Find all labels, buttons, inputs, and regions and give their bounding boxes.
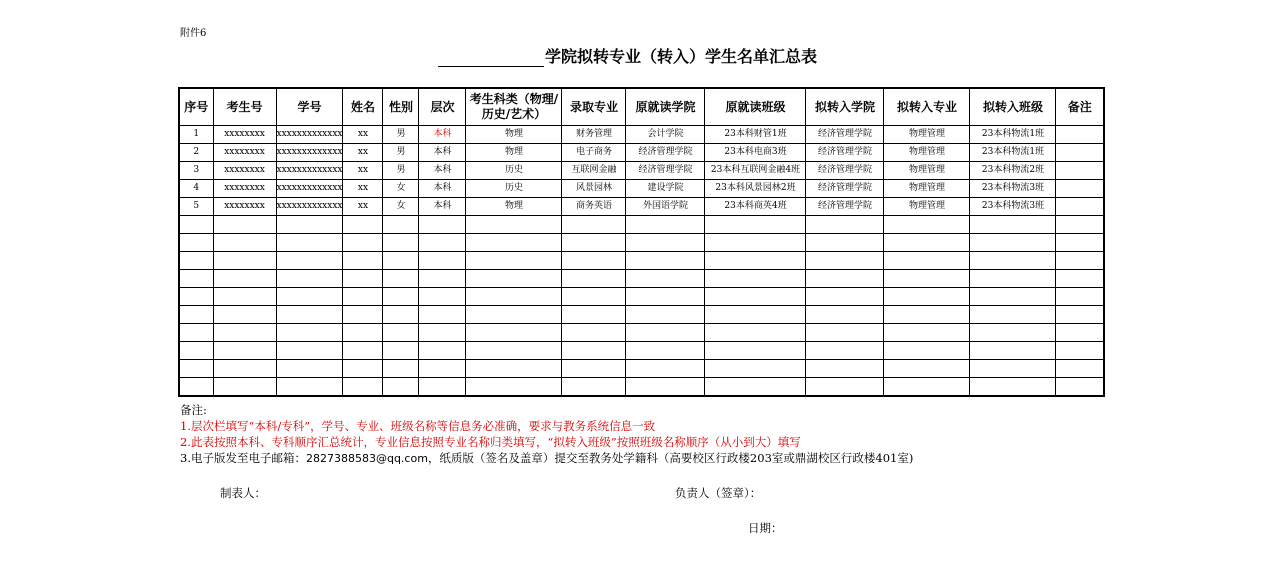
empty-cell [276, 288, 343, 306]
empty-cell [705, 342, 806, 360]
table-row [179, 144, 1104, 162]
table-cell: 1 [179, 126, 213, 144]
table-cell: 历史 [466, 162, 562, 180]
date-field: 日期： [748, 521, 783, 535]
empty-cell [343, 378, 383, 397]
empty-cell [383, 360, 419, 378]
table-cell: 23本科物流1班 [970, 144, 1056, 162]
empty-cell [343, 306, 383, 324]
college-blank [438, 50, 544, 67]
table-cell: 23本科物流1班 [970, 126, 1056, 144]
empty-cell [179, 360, 213, 378]
empty-cell [562, 234, 626, 252]
empty-cell [383, 324, 419, 342]
table-cell [1056, 180, 1104, 198]
header-cell: 备注 [1056, 88, 1104, 126]
table-cell: 物理 [466, 198, 562, 216]
empty-cell [1056, 216, 1104, 234]
empty-cell [562, 270, 626, 288]
empty-cell [970, 216, 1056, 234]
empty-cell [806, 360, 884, 378]
empty-cell [705, 252, 806, 270]
empty-cell [343, 360, 383, 378]
table-cell: 物理管理 [884, 162, 970, 180]
table-cell [1056, 198, 1104, 216]
empty-cell [626, 216, 705, 234]
table-row [179, 180, 1104, 198]
table-cell: 2 [179, 144, 213, 162]
empty-cell [705, 306, 806, 324]
table-cell: xx [343, 126, 383, 144]
header-cell: 拟转入班级 [970, 88, 1056, 126]
empty-cell [213, 342, 276, 360]
table-cell: 风景园林 [562, 180, 626, 198]
empty-cell [179, 234, 213, 252]
empty-cell [179, 306, 213, 324]
empty-row [179, 270, 1104, 288]
note-3-prefix: 3.电子版发至电子邮箱： [180, 451, 306, 465]
table-cell: 5 [179, 198, 213, 216]
table-cell: 本科 [419, 198, 466, 216]
table-cell: 经济管理学院 [806, 126, 884, 144]
empty-cell [562, 288, 626, 306]
empty-cell [1056, 306, 1104, 324]
empty-row [179, 252, 1104, 270]
empty-cell [383, 378, 419, 397]
table-cell [1056, 144, 1104, 162]
empty-cell [806, 342, 884, 360]
empty-cell [884, 216, 970, 234]
empty-cell [213, 324, 276, 342]
table-cell: 商务英语 [562, 198, 626, 216]
empty-row [179, 324, 1104, 342]
header-cell: 考生科类（物理/历史/艺术） [466, 88, 562, 126]
empty-cell [343, 216, 383, 234]
header-cell: 考生号 [213, 88, 276, 126]
table-cell: 男 [383, 162, 419, 180]
attachment-label: 附件6 [180, 28, 207, 39]
empty-cell [562, 306, 626, 324]
empty-cell [806, 324, 884, 342]
empty-cell [562, 324, 626, 342]
empty-cell [970, 270, 1056, 288]
empty-cell [419, 216, 466, 234]
table-cell: 经济管理学院 [806, 162, 884, 180]
empty-cell [276, 324, 343, 342]
empty-cell [179, 270, 213, 288]
empty-cell [626, 360, 705, 378]
table-cell: 物理 [466, 126, 562, 144]
email-address: 2827388583@qq.com [305, 452, 428, 465]
empty-cell [343, 288, 383, 306]
table-cell: 23本科风景园林2班 [705, 180, 806, 198]
table-cell: 23本科物流3班 [970, 180, 1056, 198]
table-row [179, 198, 1104, 216]
empty-cell [626, 234, 705, 252]
empty-cell [343, 252, 383, 270]
header-cell: 录取专业 [562, 88, 626, 126]
empty-cell [705, 234, 806, 252]
table-cell: xx [343, 198, 383, 216]
empty-cell [1056, 270, 1104, 288]
table-cell: 23本科物流2班 [970, 162, 1056, 180]
empty-cell [626, 378, 705, 397]
empty-cell [705, 360, 806, 378]
empty-cell [179, 342, 213, 360]
table-cell: 男 [383, 144, 419, 162]
empty-cell [419, 234, 466, 252]
empty-cell [179, 324, 213, 342]
empty-cell [419, 270, 466, 288]
empty-cell [419, 288, 466, 306]
empty-cell [626, 270, 705, 288]
table-cell: 本科 [419, 126, 466, 144]
table-cell: xx [343, 144, 383, 162]
empty-cell [1056, 288, 1104, 306]
empty-cell [970, 252, 1056, 270]
empty-cell [884, 360, 970, 378]
empty-cell [213, 216, 276, 234]
empty-cell [466, 288, 562, 306]
notes-label: 备注: [180, 403, 207, 417]
table-row [179, 126, 1104, 144]
empty-cell [419, 306, 466, 324]
empty-cell [806, 216, 884, 234]
empty-cell [383, 306, 419, 324]
table-cell: xxxxxxxxxxxxx [276, 180, 343, 198]
empty-cell [970, 234, 1056, 252]
table-cell: 互联网金融 [562, 162, 626, 180]
empty-cell [179, 216, 213, 234]
empty-cell [884, 342, 970, 360]
empty-cell [179, 252, 213, 270]
empty-cell [1056, 378, 1104, 397]
note-3-suffix: ，纸质版（签名及盖章）提交至教务处学籍科（高要校区行政楼203室或鼎湖校区行政楼401室) [427, 451, 914, 465]
empty-cell [970, 306, 1056, 324]
table-cell: xx [343, 180, 383, 198]
empty-cell [562, 216, 626, 234]
table-cell: 经济管理学院 [626, 162, 705, 180]
empty-cell [419, 342, 466, 360]
empty-cell [806, 306, 884, 324]
empty-cell [419, 324, 466, 342]
header-cell: 原就读学院 [626, 88, 705, 126]
empty-cell [383, 216, 419, 234]
empty-cell [806, 234, 884, 252]
empty-cell [383, 270, 419, 288]
table-cell: 物理管理 [884, 198, 970, 216]
table-cell: 23本科商英4班 [705, 198, 806, 216]
table-cell: 经济管理学院 [806, 198, 884, 216]
maker-signature: 制表人： [220, 486, 266, 500]
empty-row [179, 216, 1104, 234]
empty-cell [213, 378, 276, 397]
empty-row [179, 378, 1104, 397]
empty-cell [626, 252, 705, 270]
empty-cell [466, 378, 562, 397]
empty-cell [626, 306, 705, 324]
empty-cell [466, 360, 562, 378]
empty-row [179, 306, 1104, 324]
empty-cell [705, 288, 806, 306]
empty-cell [705, 216, 806, 234]
empty-cell [419, 360, 466, 378]
table-cell: 会计学院 [626, 126, 705, 144]
empty-cell [179, 378, 213, 397]
table-cell: 女 [383, 198, 419, 216]
empty-cell [884, 234, 970, 252]
empty-cell [466, 216, 562, 234]
empty-cell [705, 324, 806, 342]
empty-cell [466, 324, 562, 342]
empty-cell [970, 342, 1056, 360]
note-line-3 [180, 450, 913, 467]
empty-cell [276, 252, 343, 270]
empty-cell [419, 378, 466, 397]
table-cell [1056, 126, 1104, 144]
empty-cell [1056, 360, 1104, 378]
empty-cell [213, 234, 276, 252]
empty-cell [562, 252, 626, 270]
empty-cell [562, 378, 626, 397]
empty-cell [276, 378, 343, 397]
table-cell: 建设学院 [626, 180, 705, 198]
empty-cell [213, 360, 276, 378]
header-row [179, 88, 1104, 126]
table-cell: xxxxxxxx [213, 126, 276, 144]
table-cell: xxxxxxxx [213, 198, 276, 216]
empty-cell [419, 252, 466, 270]
table-cell: 23本科物流3班 [970, 198, 1056, 216]
table-cell: 23本科互联网金融4班 [705, 162, 806, 180]
table-cell: 历史 [466, 180, 562, 198]
table-cell: xxxxxxxxxxxxx [276, 162, 343, 180]
empty-cell [276, 306, 343, 324]
empty-cell [179, 288, 213, 306]
empty-cell [276, 270, 343, 288]
table-cell: 本科 [419, 162, 466, 180]
header-cell: 姓名 [343, 88, 383, 126]
table-cell: xxxxxxxx [213, 162, 276, 180]
empty-cell [562, 342, 626, 360]
empty-cell [970, 360, 1056, 378]
empty-row [179, 360, 1104, 378]
table-cell: 男 [383, 126, 419, 144]
empty-cell [383, 288, 419, 306]
table-cell: 经济管理学院 [626, 144, 705, 162]
table-cell: 外国语学院 [626, 198, 705, 216]
head-signature: 负责人（签章）： [675, 486, 762, 500]
empty-cell [343, 324, 383, 342]
table-cell: xxxxxxxxxxxxx [276, 126, 343, 144]
empty-cell [1056, 252, 1104, 270]
header-cell: 学号 [276, 88, 343, 126]
empty-cell [213, 288, 276, 306]
table-row [179, 162, 1104, 180]
notes-section [180, 402, 913, 467]
empty-cell [806, 288, 884, 306]
title-text: 学院拟转专业（转入）学生名单汇总表 [545, 47, 818, 66]
empty-cell [626, 342, 705, 360]
page-title [438, 44, 817, 67]
header-cell: 性别 [383, 88, 419, 126]
empty-cell [1056, 234, 1104, 252]
table-cell: 财务管理 [562, 126, 626, 144]
empty-cell [1056, 342, 1104, 360]
empty-cell [884, 252, 970, 270]
table-cell: 3 [179, 162, 213, 180]
table-cell: xx [343, 162, 383, 180]
empty-cell [562, 360, 626, 378]
header-cell: 拟转入学院 [806, 88, 884, 126]
empty-cell [626, 288, 705, 306]
empty-cell [276, 234, 343, 252]
empty-cell [466, 270, 562, 288]
empty-cell [213, 270, 276, 288]
table-cell: xxxxxxxx [213, 180, 276, 198]
note-line-1: 1.层次栏填写“本科/专科”，学号、专业、班级名称等信息务必准确，要求与教务系统信息一致 [180, 419, 656, 433]
empty-cell [884, 378, 970, 397]
empty-cell [884, 306, 970, 324]
empty-cell [466, 306, 562, 324]
table-cell: 经济管理学院 [806, 144, 884, 162]
empty-row [179, 342, 1104, 360]
table-cell: xxxxxxxxxxxxx [276, 144, 343, 162]
empty-cell [466, 252, 562, 270]
table-cell: xxxxxxxx [213, 144, 276, 162]
table-cell: 本科 [419, 144, 466, 162]
empty-cell [970, 378, 1056, 397]
table-cell: 电子商务 [562, 144, 626, 162]
empty-cell [705, 270, 806, 288]
table-cell: 物理管理 [884, 144, 970, 162]
table-cell: 女 [383, 180, 419, 198]
empty-cell [806, 270, 884, 288]
empty-cell [383, 342, 419, 360]
table-cell: 4 [179, 180, 213, 198]
empty-row [179, 234, 1104, 252]
empty-cell [884, 270, 970, 288]
empty-cell [276, 216, 343, 234]
empty-cell [806, 252, 884, 270]
empty-cell [705, 378, 806, 397]
table-cell: 物理 [466, 144, 562, 162]
table-cell: 23本科财管1班 [705, 126, 806, 144]
empty-cell [383, 252, 419, 270]
table-cell: 经济管理学院 [806, 180, 884, 198]
empty-cell [276, 342, 343, 360]
note-line-2: 2.此表按照本科、专科顺序汇总统计，专业信息按照专业名称归类填写，“拟转入班级”按照班级名称顺序（从小到大）填写 [180, 435, 801, 449]
empty-cell [213, 252, 276, 270]
table-cell: xxxxxxxxxxxxx [276, 198, 343, 216]
empty-cell [213, 306, 276, 324]
empty-cell [626, 324, 705, 342]
empty-cell [466, 342, 562, 360]
header-cell: 序号 [179, 88, 213, 126]
table-cell: 本科 [419, 180, 466, 198]
empty-cell [1056, 324, 1104, 342]
empty-cell [276, 360, 343, 378]
empty-cell [884, 288, 970, 306]
empty-cell [343, 234, 383, 252]
empty-cell [466, 234, 562, 252]
header-cell: 原就读班级 [705, 88, 806, 126]
empty-cell [970, 324, 1056, 342]
table-cell: 物理管理 [884, 126, 970, 144]
header-cell: 拟转入专业 [884, 88, 970, 126]
table-cell [1056, 162, 1104, 180]
table-cell: 物理管理 [884, 180, 970, 198]
empty-cell [343, 270, 383, 288]
empty-row [179, 288, 1104, 306]
student-table [178, 87, 1105, 397]
header-cell: 层次 [419, 88, 466, 126]
empty-cell [970, 288, 1056, 306]
empty-cell [884, 324, 970, 342]
empty-cell [383, 234, 419, 252]
empty-cell [806, 378, 884, 397]
table-cell: 23本科电商3班 [705, 144, 806, 162]
empty-cell [343, 342, 383, 360]
